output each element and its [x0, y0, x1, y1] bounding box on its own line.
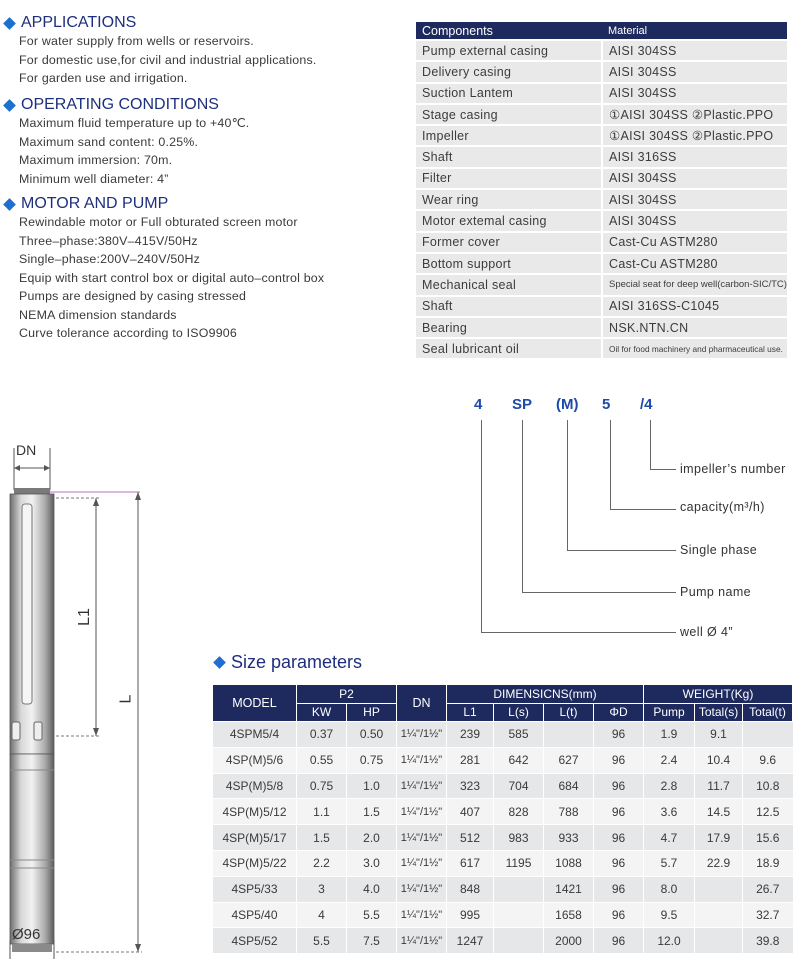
cell-model: 4SP(M)5/8 — [213, 773, 297, 799]
cell-total-s — [695, 876, 743, 902]
cell-od: 96 — [594, 825, 644, 851]
cell-od: 96 — [594, 799, 644, 825]
size-parameters-heading — [214, 652, 362, 673]
diameter-label: Ø96 — [12, 926, 41, 943]
cell-total-s: 11.7 — [695, 773, 743, 799]
component-cell: Bottom support — [416, 253, 602, 274]
material-cell: AISI 304SS — [602, 168, 787, 189]
component-cell: Stage casing — [416, 104, 602, 125]
cell-hp: 1.0 — [347, 773, 397, 799]
header-dimensions: DIMENSICNS(mm) — [447, 685, 644, 704]
cell-total-t: 15.6 — [743, 825, 793, 851]
code-part-phase: (M) — [556, 396, 579, 413]
cell-hp: 0.75 — [347, 747, 397, 773]
section-title: MOTOR AND PUMP — [21, 195, 169, 212]
cell-l1: 617 — [447, 850, 494, 876]
connector-line — [567, 550, 676, 551]
cell-dn: 1¼"/1½" — [397, 747, 447, 773]
table-row — [213, 902, 793, 928]
header-total-s: Total(s) — [695, 703, 743, 722]
component-cell: Mechanical seal — [416, 274, 602, 295]
component-cell: Wear ring — [416, 189, 602, 210]
section-line: Single–phase:200V–240V/50Hz — [19, 252, 201, 266]
cell-model: 4SP(M)5/17 — [213, 825, 297, 851]
cell-kw: 1.5 — [297, 825, 347, 851]
cell-pump-weight: 5.7 — [644, 850, 695, 876]
cell-pump-weight: 8.0 — [644, 876, 695, 902]
header-p2: P2 — [297, 685, 397, 704]
table-row — [213, 876, 793, 902]
section-motor-and-pump — [4, 195, 324, 343]
table-row — [213, 722, 793, 748]
component-cell: Shaft — [416, 146, 602, 167]
cell-dn: 1¼"/1½" — [397, 902, 447, 928]
cell-total-s: 22.9 — [695, 850, 743, 876]
size-header-row — [213, 685, 793, 704]
l-label: L — [117, 694, 135, 704]
section-line: Curve tolerance according to ISO9906 — [19, 326, 237, 340]
table-row — [213, 928, 793, 953]
cell-dn: 1¼"/1½" — [397, 876, 447, 902]
cell-ls — [494, 928, 544, 953]
section-operating-conditions — [4, 96, 249, 188]
cell-ls: 585 — [494, 722, 544, 748]
cell-lt: 933 — [544, 825, 594, 851]
cell-dn: 1¼"/1½" — [397, 928, 447, 953]
cell-lt: 1421 — [544, 876, 594, 902]
code-part-well: 4 — [474, 396, 483, 413]
materials-row — [416, 210, 787, 231]
material-cell: AISI 304SS — [602, 61, 787, 82]
cell-total-s: 9.1 — [695, 722, 743, 748]
header-dn: DN — [397, 685, 447, 722]
label-impeller-number: impeller’s number — [680, 462, 786, 476]
cell-kw: 4 — [297, 902, 347, 928]
cell-l1: 281 — [447, 747, 494, 773]
cell-pump-weight: 2.8 — [644, 773, 695, 799]
material-cell: AISI 304SS — [602, 40, 787, 61]
cell-dn: 1¼"/1½" — [397, 799, 447, 825]
code-part-capacity: 5 — [602, 396, 611, 413]
cell-total-t — [743, 722, 793, 748]
component-cell: Motor extemal casing — [416, 210, 602, 231]
table-row — [213, 825, 793, 851]
connector-line — [650, 469, 676, 470]
diamond-bullet-icon — [3, 99, 16, 112]
cell-l1: 239 — [447, 722, 494, 748]
materials-row — [416, 61, 787, 82]
cell-pump-weight: 9.5 — [644, 902, 695, 928]
materials-table — [416, 22, 787, 360]
materials-row — [416, 317, 787, 338]
material-cell: Special seat for deep well(carbon-SIC/TC) — [602, 274, 787, 295]
cell-pump-weight: 2.4 — [644, 747, 695, 773]
cell-od: 96 — [594, 773, 644, 799]
cell-pump-weight: 4.7 — [644, 825, 695, 851]
cell-total-s: 10.4 — [695, 747, 743, 773]
materials-row — [416, 253, 787, 274]
section-line: NEMA dimension standards — [19, 307, 177, 322]
cell-ls: 704 — [494, 773, 544, 799]
cell-kw: 0.55 — [297, 747, 347, 773]
cell-kw: 5.5 — [297, 928, 347, 953]
material-cell: NSK.NTN.CN — [602, 317, 787, 338]
section-title: APPLICATIONS — [21, 14, 137, 31]
cell-dn: 1¼"/1½" — [397, 850, 447, 876]
table-row — [213, 799, 793, 825]
material-cell: AISI 304SS — [602, 83, 787, 104]
connector-line — [650, 420, 651, 469]
component-cell: Impeller — [416, 125, 602, 146]
section-line: For water supply from wells or reservoirs. — [19, 34, 254, 48]
material-cell: AISI 304SS — [602, 189, 787, 210]
dn-label: DN — [16, 442, 37, 458]
cell-pump-weight: 1.9 — [644, 722, 695, 748]
section-line: Rewindable motor or Full obturated screen motor — [19, 215, 298, 229]
connector-line — [610, 509, 676, 510]
cell-model: 4SP(M)5/6 — [213, 747, 297, 773]
cell-od: 96 — [594, 747, 644, 773]
diamond-bullet-icon — [3, 198, 16, 211]
cell-l1: 323 — [447, 773, 494, 799]
cell-ls: 983 — [494, 825, 544, 851]
material-cell: AISI 304SS — [602, 210, 787, 231]
code-part-name: SP — [512, 396, 533, 413]
section-line: Minimum well diameter: 4” — [19, 171, 169, 186]
table-row — [213, 773, 793, 799]
header-l1: L1 — [447, 703, 494, 722]
header-total-t: Total(t) — [743, 703, 793, 722]
cell-hp: 4.0 — [347, 876, 397, 902]
cell-total-t: 26.7 — [743, 876, 793, 902]
component-cell: Suction Lantem — [416, 83, 602, 104]
cell-od: 96 — [594, 876, 644, 902]
label-capacity: capacity(m³/h) — [680, 500, 765, 514]
cell-hp: 2.0 — [347, 825, 397, 851]
cell-dn: 1¼"/1½" — [397, 773, 447, 799]
connector-line — [481, 420, 482, 632]
cell-lt: 627 — [544, 747, 594, 773]
component-cell: Delivery casing — [416, 61, 602, 82]
cell-ls — [494, 876, 544, 902]
materials-row — [416, 125, 787, 146]
cell-kw: 2.2 — [297, 850, 347, 876]
cell-lt: 788 — [544, 799, 594, 825]
cell-od: 96 — [594, 902, 644, 928]
pump-illustration — [0, 440, 160, 960]
connector-line — [567, 420, 568, 550]
cell-od: 96 — [594, 850, 644, 876]
cell-model: 4SP5/40 — [213, 902, 297, 928]
materials-header-material: Material — [602, 22, 787, 40]
cell-total-t: 9.6 — [743, 747, 793, 773]
cell-total-s — [695, 902, 743, 928]
cell-lt — [544, 722, 594, 748]
header-model: MODEL — [213, 685, 297, 722]
cell-model: 4SP(M)5/12 — [213, 799, 297, 825]
cell-hp: 7.5 — [347, 928, 397, 953]
materials-row — [416, 168, 787, 189]
section-line: Pumps are designed by casing stressed — [19, 289, 247, 303]
label-single-phase: Single phase — [680, 543, 758, 557]
material-cell: ①AISI 304SS ②Plastic.PPO — [602, 125, 787, 146]
section-line: Equip with start control box or digital auto–control box — [19, 270, 325, 285]
section-line: Maximum immersion: 70m. — [19, 153, 173, 167]
cell-total-t: 12.5 — [743, 799, 793, 825]
diamond-bullet-icon — [3, 17, 16, 30]
cell-model: 4SPM5/4 — [213, 722, 297, 748]
section-applications — [4, 14, 317, 88]
material-cell: Cast-Cu ASTM280 — [602, 232, 787, 253]
cell-lt: 1658 — [544, 902, 594, 928]
label-pump-name: Pump name — [680, 585, 751, 599]
section-title: OPERATING CONDITIONS — [21, 96, 219, 113]
code-part-impeller: /4 — [640, 396, 653, 413]
component-cell: Filter — [416, 168, 602, 189]
materials-row — [416, 40, 787, 61]
connector-line — [610, 420, 611, 509]
cell-hp: 1.5 — [347, 799, 397, 825]
cell-total-t: 32.7 — [743, 902, 793, 928]
materials-row — [416, 274, 787, 295]
section-line: Maximum sand content: 0.25%. — [19, 134, 199, 149]
materials-header-row — [416, 22, 787, 40]
material-cell: Oil for food machinery and pharmaceutical use. — [602, 338, 787, 359]
cell-ls: 642 — [494, 747, 544, 773]
header-od: ΦD — [594, 703, 644, 722]
diamond-bullet-icon — [213, 656, 226, 669]
materials-row — [416, 338, 787, 359]
cell-lt: 1088 — [544, 850, 594, 876]
table-row — [213, 747, 793, 773]
cell-model: 4SP(M)5/22 — [213, 850, 297, 876]
cell-pump-weight: 3.6 — [644, 799, 695, 825]
material-cell: AISI 316SS — [602, 146, 787, 167]
section-line: For domestic use,for civil and industrial applications. — [19, 52, 317, 67]
cell-l1: 407 — [447, 799, 494, 825]
cell-kw: 1.1 — [297, 799, 347, 825]
cell-hp: 5.5 — [347, 902, 397, 928]
cell-l1: 995 — [447, 902, 494, 928]
cell-l1: 1247 — [447, 928, 494, 953]
materials-row — [416, 232, 787, 253]
cell-dn: 1¼"/1½" — [397, 722, 447, 748]
size-parameters-table — [212, 684, 793, 953]
header-ls: L(s) — [494, 703, 544, 722]
cell-model: 4SP5/33 — [213, 876, 297, 902]
cell-total-s: 14.5 — [695, 799, 743, 825]
label-well-diameter: well Ø 4” — [680, 625, 733, 639]
cell-od: 96 — [594, 928, 644, 953]
cell-total-t: 18.9 — [743, 850, 793, 876]
cell-total-t: 10.8 — [743, 773, 793, 799]
cell-total-s: 17.9 — [695, 825, 743, 851]
component-cell: Former cover — [416, 232, 602, 253]
materials-header-components: Components — [416, 22, 602, 40]
cell-l1: 512 — [447, 825, 494, 851]
component-cell: Pump external casing — [416, 40, 602, 61]
cell-od: 96 — [594, 722, 644, 748]
section-line: Three–phase:380V–415V/50Hz — [19, 233, 198, 248]
header-kw: KW — [297, 703, 347, 722]
material-cell: Cast-Cu ASTM280 — [602, 253, 787, 274]
component-cell: Seal lubricant oil — [416, 338, 602, 359]
materials-row — [416, 146, 787, 167]
material-cell: ①AISI 304SS ②Plastic.PPO — [602, 104, 787, 125]
cell-total-t: 39.8 — [743, 928, 793, 953]
header-hp: HP — [347, 703, 397, 722]
section-line: For garden use and irrigation. — [19, 71, 188, 85]
cell-l1: 848 — [447, 876, 494, 902]
cell-total-s — [695, 928, 743, 953]
cell-pump-weight: 12.0 — [644, 928, 695, 953]
connector-line — [522, 592, 676, 593]
materials-row — [416, 296, 787, 317]
connector-line — [481, 632, 676, 633]
component-cell: Bearing — [416, 317, 602, 338]
connector-line — [522, 420, 523, 592]
materials-row — [416, 189, 787, 210]
l1-label: L1 — [75, 608, 93, 626]
materials-row — [416, 83, 787, 104]
cell-kw: 0.75 — [297, 773, 347, 799]
material-cell: AISI 316SS-C1045 — [602, 296, 787, 317]
cell-ls: 828 — [494, 799, 544, 825]
size-subheader-row — [213, 703, 793, 722]
header-lt: L(t) — [544, 703, 594, 722]
cell-ls: 1195 — [494, 850, 544, 876]
cell-hp: 0.50 — [347, 722, 397, 748]
cell-model: 4SP5/52 — [213, 928, 297, 953]
header-pump-weight: Pump — [644, 703, 695, 722]
component-cell: Shaft — [416, 296, 602, 317]
materials-row — [416, 104, 787, 125]
size-parameters-title: Size parameters — [231, 652, 363, 672]
cell-lt: 684 — [544, 773, 594, 799]
cell-hp: 3.0 — [347, 850, 397, 876]
table-row — [213, 850, 793, 876]
cell-dn: 1¼"/1½" — [397, 825, 447, 851]
pump-drawing — [0, 440, 160, 960]
header-weight: WEIGHT(Kg) — [644, 685, 793, 704]
cell-lt: 2000 — [544, 928, 594, 953]
section-line: Maximum fluid temperature up to +40℃. — [19, 116, 250, 130]
cell-kw: 3 — [297, 876, 347, 902]
cell-ls — [494, 902, 544, 928]
cell-kw: 0.37 — [297, 722, 347, 748]
